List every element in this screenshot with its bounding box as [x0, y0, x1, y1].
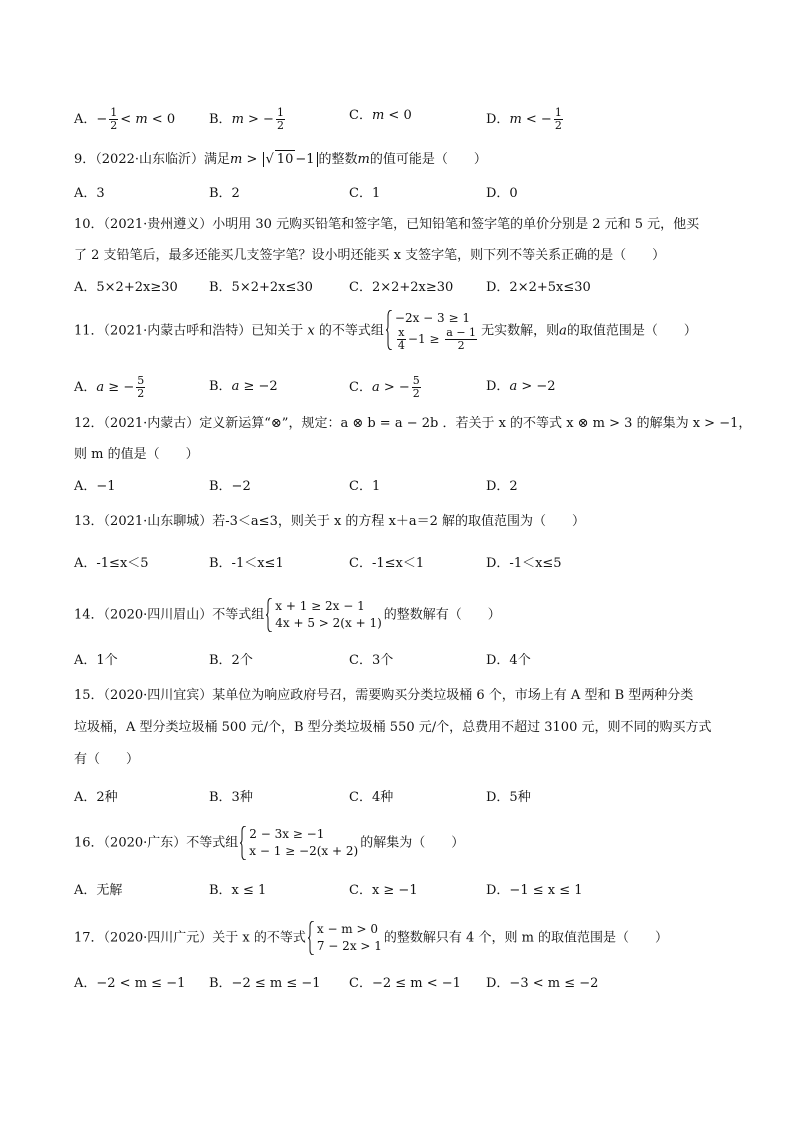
q12-option-a: A．−1	[74, 479, 116, 494]
q17-option-b: B．−2 ≤ m ≤ −1	[209, 976, 321, 991]
q17-inequality-system: x − m > 0 7 − 2x > 1	[308, 921, 382, 955]
q11-option-c: C．a > − $\frac{5}{2}$	[349, 374, 420, 400]
q14-option-c: C．3个	[349, 653, 394, 668]
question-11-stem: 11．（2021·内蒙古呼和浩特）已知关于 x 的不等式组 −2x − 3 ≥ 1 $\frac{x}{4}$ −1 ≥ $\frac{a - 1}{2}$ 无实数解，则a的取值范围是（ ）	[74, 311, 697, 352]
q11-option-d: D．a > −2	[486, 379, 556, 394]
q15-option-c: C．4种	[349, 790, 394, 805]
q14-inequality-system: x + 1 ≥ 2x − 1 4x + 5 > 2(x + 1)	[266, 598, 382, 632]
q10-option-c: C．2×2+2x≥30	[349, 280, 454, 295]
q11-option-b: B．a ≥ −2	[209, 379, 278, 394]
q10-option-b: B．5×2+2x≤30	[209, 280, 313, 295]
q14-option-a: A．1个	[74, 653, 118, 668]
question-17-stem: 17．（2020·四川广元）关于 x 的不等式 x − m > 0 7 − 2x > 1 的整数解只有 4 个，则 m 的取值范围是（ ）	[74, 922, 669, 953]
q17-option-d: D．−3 < m ≤ −2	[486, 976, 599, 991]
question-13-stem: 13．（2021·山东聊城）若-3＜a≤3，则关于 x 的方程 x＋a＝2 解的取值范围为（ ）	[74, 514, 586, 529]
q15-option-b: B．3种	[209, 790, 253, 805]
q8-option-d: D．m < − $\frac{1}{2}$	[486, 106, 562, 132]
q11-option-a: A．a ≥ − $\frac{5}{2}$	[74, 374, 145, 400]
question-10-line-1: 10．（2021·贵州遵义）小明用 30 元购买铅笔和签字笔，已知铅笔和签字笔的单价分别是 2 元和 5 元，他买	[74, 217, 700, 232]
q16-option-a: A．无解	[74, 883, 123, 898]
q14-option-b: B．2个	[209, 653, 253, 668]
q9-option-b: B．2	[209, 186, 240, 201]
q10-option-a: A．5×2+2x≥30	[74, 280, 178, 295]
q10-option-d: D．2×2+5x≤30	[486, 280, 591, 295]
q9-option-d: D．0	[486, 186, 518, 201]
q15-option-a: A．2种	[74, 790, 118, 805]
q11-inequality-system: −2x − 3 ≥ 1 $\frac{x}{4}$ −1 ≥ $\frac{a - 1}{2}$	[386, 310, 479, 352]
q14-option-d: D．4个	[486, 653, 531, 668]
q8-option-c: C．m < 0	[349, 108, 412, 123]
q9-option-a: A．3	[74, 186, 105, 201]
q16-option-b: B．x ≤ 1	[209, 883, 267, 898]
q17-option-a: A．−2 < m ≤ −1	[74, 976, 186, 991]
q12-option-b: B．−2	[209, 479, 251, 494]
q13-option-d: D．-1＜x≤5	[486, 556, 562, 571]
question-9-stem: 9．（2022·山东临沂）满足m > √ 10 −1 的整数m的值可能是（ ）	[74, 152, 487, 167]
q8-option-b: B．m > − $\frac{1}{2}$	[209, 106, 284, 132]
question-10-line-2: 了 2 支铅笔后，最多还能买几支签字笔？设小明还能买 x 支签字笔，则下列不等关系正确的是（ ）	[74, 248, 666, 263]
question-12-line-2: 则 m 的值是（ ）	[74, 447, 199, 462]
q13-option-a: A．-1≤x＜5	[74, 556, 149, 571]
question-16-stem: 16．（2020·广东）不等式组 2 − 3x ≥ −1 x − 1 ≥ −2(x + 2) 的解集为（ ）	[74, 827, 465, 858]
q12-option-d: D．2	[486, 479, 518, 494]
question-14-stem: 14．（2020·四川眉山）不等式组 x + 1 ≥ 2x − 1 4x + 5 > 2(x + 1) 的整数解有（ ）	[74, 599, 501, 630]
q9-option-c: C．1	[349, 186, 381, 201]
question-12-line-1: 12．（2021·内蒙古）定义新运算“⊗”，规定：a ⊗ b = a − 2b ．若关于 x 的不等式 x ⊗ m > 3 的解集为 x > −1，	[74, 416, 752, 431]
q8-option-a: A．− $\frac{1}{2}$ < m < 0	[74, 106, 176, 132]
q16-option-c: C．x ≥ −1	[349, 883, 418, 898]
q15-option-d: D．5种	[486, 790, 531, 805]
q13-option-b: B．-1＜x≤1	[209, 556, 284, 571]
q16-option-d: D．−1 ≤ x ≤ 1	[486, 883, 583, 898]
q13-option-c: C．-1≤x＜1	[349, 556, 425, 571]
question-15-line-3: 有（ ）	[74, 752, 140, 767]
question-15-line-2: 垃圾桶，A 型分类垃圾桶 500 元/个，B 型分类垃圾桶 550 元/个，总费用不超过 3100 元，则不同的购买方式	[74, 720, 712, 735]
q16-inequality-system: 2 − 3x ≥ −1 x − 1 ≥ −2(x + 2)	[240, 826, 358, 860]
q12-option-c: C．1	[349, 479, 381, 494]
question-15-line-1: 15．（2020·四川宜宾）某单位为响应政府号召，需要购买分类垃圾桶 6 个，市场上有 A 型和 B 型两种分类	[74, 688, 694, 703]
q17-option-c: C．−2 ≤ m < −1	[349, 976, 461, 991]
